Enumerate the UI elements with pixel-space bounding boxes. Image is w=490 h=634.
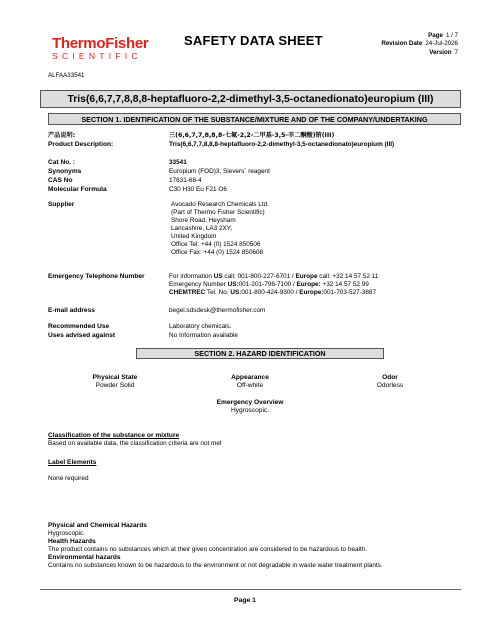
revision-date-value: 24-Jul-2026 — [425, 40, 458, 48]
synonyms-value: Europium (FOD)3; Sievers` reagent — [169, 168, 270, 175]
emergency-overview-label: Emergency Overview — [216, 399, 284, 406]
synonyms-label: Synonyms — [48, 168, 82, 175]
emergency-phone-label: Emergency Telephone Number — [48, 273, 145, 280]
supplier-line: Lancashire, LA3 2XY, — [171, 225, 232, 232]
supplier-address — [171, 201, 269, 257]
cat-no-value: 33541 — [169, 159, 187, 166]
molecular-formula-value: C30 H30 Eu F21 O6 — [169, 186, 227, 193]
cn-product-label: 产品说明: — [48, 132, 76, 139]
uses-advised-against-label: Uses advised against — [48, 332, 116, 339]
section1-heading: SECTION 1. IDENTIFICATION OF THE SUBSTANCE/MIXTURE AND OF THE COMPANY/UNDERTAKING — [48, 113, 461, 125]
cat-no-label: Cat No. : — [48, 159, 76, 166]
supplier-line: Office Fax: +44 (0) 1524 850608 — [171, 249, 264, 256]
physical-state-value: Powder Solid — [95, 382, 135, 390]
product-code: ALFAA33541 — [48, 72, 85, 79]
thermo-fisher-logo — [52, 36, 148, 61]
revision-date-label: Revision Date — [381, 40, 423, 48]
email-label: E-mail address — [48, 307, 95, 314]
emergency-line-number: Emergency Number US:001-201-796-7100 / Europe: +32 14 57 52 99 — [169, 281, 369, 288]
classification-text: Based on available data, the classification criteria are not met — [48, 440, 222, 447]
emergency-line-chemtrec: CHEMTREC Tel. No. US:001-800-424-9300 / Europe:001-703-527-3887 — [169, 289, 377, 296]
recommended-use-value: Laboratory chemicals. — [169, 323, 232, 330]
emergency-line-info: For information US call: 001-800-227-6701 / Europe call: +32 14 57 52 11 — [169, 273, 379, 280]
odor-value: Odorless — [376, 382, 404, 390]
email-value[interactable]: begel.sdsdesk@thermofisher.com — [169, 307, 266, 314]
health-hazards-text: The product contains no substances which at their given concentration are considered to be hazardous to health. — [48, 546, 368, 553]
uses-advised-against-value: No Information available — [169, 332, 238, 339]
appearance-label: Appearance — [231, 374, 269, 381]
health-hazards-heading: Health Hazards — [48, 538, 96, 545]
emergency-overview-value: Hygroscopic. — [230, 407, 270, 415]
version-label: Version — [429, 48, 452, 56]
footer-divider — [40, 589, 461, 590]
footer-page-number: Page 1 — [234, 597, 256, 604]
supplier-line: Shore Road, Heysham — [171, 217, 236, 224]
supplier-line: United Kingdom — [171, 233, 217, 240]
label-elements-text: None required — [48, 475, 89, 482]
cn-product-value: 三(6,6,7,7,8,8,8-七氟-2,2-二甲基-3,5-辛二酮酸)铕(III) — [169, 132, 335, 139]
logo-subtitle: SCIENTIFIC — [52, 51, 142, 61]
section2-heading: SECTION 2. HAZARD IDENTIFICATION — [136, 348, 384, 359]
product-title: Tris(6,6,7,7,8,8,8-heptafluoro-2,2-dimethyl-3,5-octanedionato)europium (III) — [40, 90, 461, 108]
odor-block — [345, 374, 435, 390]
phys-chem-hazards-text: Hygroscopic. — [48, 530, 85, 537]
environmental-hazards-heading: Environmental hazards — [48, 554, 121, 561]
supplier-line: (Part of Thermo Fisher Scientific) — [171, 209, 265, 216]
cas-no-label: CAS No — [48, 177, 73, 184]
product-description-value: Tris(6,6,7,7,8,8,8-heptafluoro-2,2-dimethyl-3,5-octanedionato)europium (III) — [169, 141, 395, 148]
classification-heading: Classification of the substance or mixture — [48, 432, 180, 439]
supplier-line: Avocado Research Chemicals Ltd. — [171, 201, 269, 208]
physical-state-block — [70, 374, 160, 390]
document-meta — [368, 32, 458, 57]
version-value: 7 — [454, 48, 458, 56]
appearance-block — [205, 374, 295, 390]
cas-no-value: 17631-68-4 — [169, 177, 202, 184]
supplier-line: Office Tel: +44 (0) 1524 850506 — [171, 241, 261, 248]
environmental-hazards-text: Contains no substances known to be hazardous to the environment or not degradable in waste water treatment plants. — [48, 562, 383, 569]
page-label: Page — [428, 32, 443, 39]
document-title: SAFETY DATA SHEET — [184, 33, 323, 48]
emergency-overview-block — [185, 399, 315, 415]
molecular-formula-label: Molecular Formula — [48, 186, 107, 193]
label-elements-heading: Label Elements — [48, 459, 97, 466]
odor-label: Odor — [382, 374, 398, 381]
appearance-value: Off-white — [236, 382, 264, 390]
physical-state-label: Physical State — [92, 374, 138, 381]
phys-chem-hazards-heading: Physical and Chemical Hazards — [48, 522, 147, 529]
product-description-label: Product Description: — [48, 141, 114, 148]
recommended-use-label: Recommended Use — [48, 323, 110, 330]
emergency-phone-info — [169, 273, 378, 297]
page-value: 1 / 7 — [445, 32, 458, 39]
logo-wordmark: ThermoFisher — [52, 35, 149, 52]
supplier-label: Supplier — [48, 201, 75, 208]
